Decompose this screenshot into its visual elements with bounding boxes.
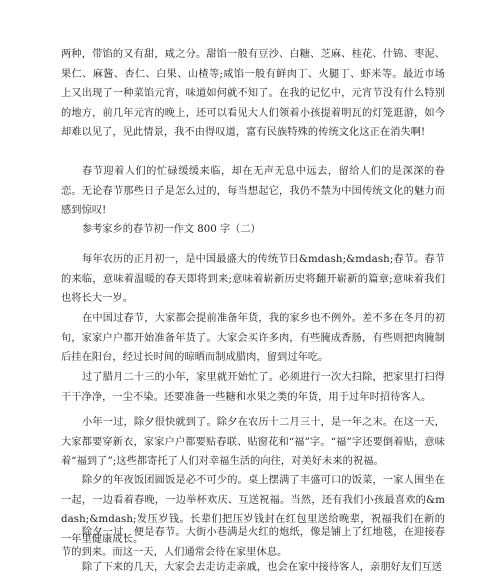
paragraph-lantern-fillings: 两种，带馅的又有甜，咸之分。甜馅一般有豆沙、白糖、芝麻、桂花、什锦、枣泥、果仁、麻酱、杏仁、白果、山楂等;咸馅一般有鲜肉丁、火腿丁、虾米等。最近市场上又出现了一种菜馅元宵，味道如何就不知了。在我的记忆中，元宵节没有什么特别的地方，前几年元宵的晚上，还可以看见大人们领着小孩提着明瓦的灯笼逛游，如今却难以见了，见此情景，我不由得叹道，富有民族特殊的传统文化这正在消失啊! bbox=[61, 49, 445, 139]
paragraph-reunion-dinner: 除夕的年夜饭团圆饭是必不可少的。桌上摆满了丰盛可口的饭菜，一家人围坐在一起，一边看着春晚，一边举杯欢庆、互送祝福。当然，还有我们小孩最喜欢的&mdash;&mdash;发压岁钱。长辈们把压岁钱封在红包里送给晚辈，祝福我们在新的一年里健康成长。 bbox=[61, 475, 445, 545]
paragraph-new-year-goods: 在中国过春节，大家都会提前准备年货，我的家乡也不例外。差不多在冬月的初旬，家家户户都开始准备年货了。大家会买许多肉，有些腌成香肠，有些则把肉腌制后挂在阳台，经过长时间的晾晒而制成腊肉，留到过年吃。 bbox=[61, 313, 445, 364]
paragraph-spring-farewell: 春节迎着人们的忙碌缓缓来临，却在无声无息中远去，留给人们的是深深的眷恋。无论春节那些日子是怎么过的，每当想起它，我仍不禁为中国传统文化的魅力而感到惊叹! bbox=[61, 166, 445, 217]
article-title: 参考家乡的春节初一作文 800 字（二） bbox=[82, 224, 261, 235]
paragraph-spring-festival-day: 除夕一过，便是春节。大街小巷满是火红的炮纸，像是铺上了红地毯，在迎接春节的到来。而这一天，人们通常会待在家里休息。 bbox=[61, 527, 445, 558]
paragraph-intro: 每年农历的正月初一，是中国最盛大的传统节日&mdash;&mdash;春节。春节的来临，意味着温暖的春天即将到来;意味着崭新历史将翻开崭新的篇章;意味着我们也将长大一岁。 bbox=[61, 254, 445, 305]
paragraph-new-year-eve: 小年一过，除夕很快就到了。除夕在农历十二月三十，是一年之末。在这一天，大家都要穿新衣，家家户户都要贴春联、贴窗花和“福”字。“福”字还要倒着贴，意味着“福到了”;这些都寄托了人们对幸福生活的向往，对美好未来的祝福。 bbox=[61, 417, 445, 468]
paragraph-following-days: 除了下来的几天，大家会去走访走亲戚，也会在家中接待客人，亲朋好友们互送 bbox=[82, 562, 443, 573]
paragraph-little-new-year: 过了腊月二十三的小年，家里就开始忙了。必须进行一次大扫除，把家里打扫得干干净净，一尘不染。还要准备一些糖和水果之类的年货，用于过年时招待客人。 bbox=[61, 372, 445, 403]
